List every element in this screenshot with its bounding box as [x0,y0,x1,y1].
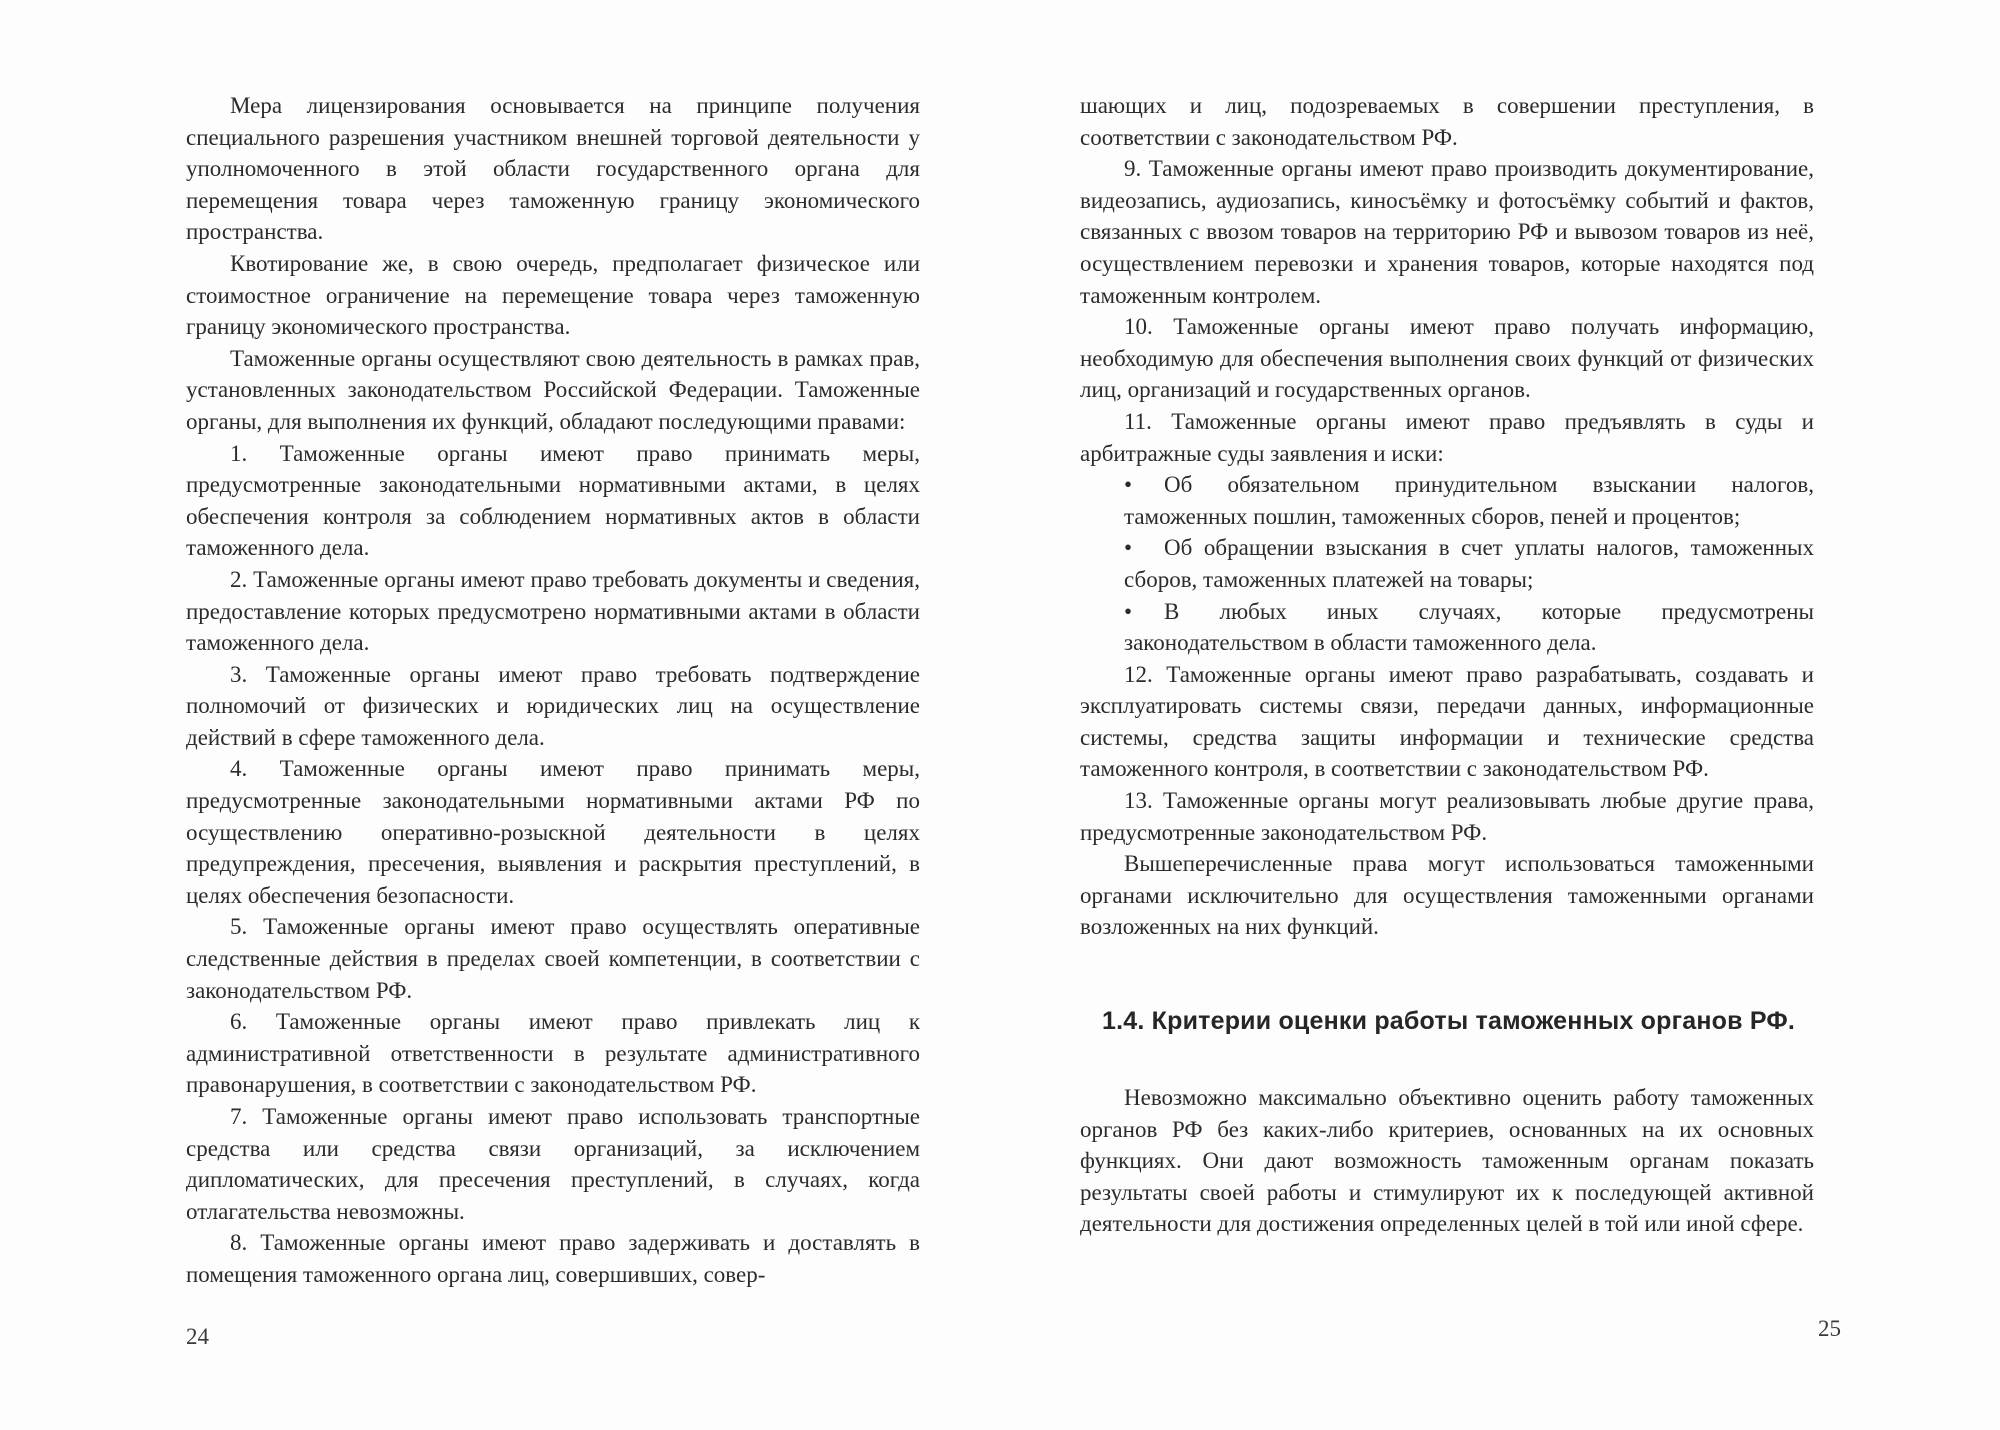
spacer [1080,1036,1814,1082]
bullet-icon: • [1124,535,1133,561]
bullet-text: Об обязательном принудительном взыскании налогов, таможенных пошлин, таможенных сборов, пеней и процентов; [1124,472,1814,529]
paragraph-continuation: шающих и лиц, подозреваемых в совершении преступления, в соответствии с законодательством РФ. [1080,93,1814,150]
list-item: 10. Таможенные органы имеют право получать информацию, необходимую для обеспечения выполнения своих функций от физических лиц, организаций и государственных органов. [1080,314,1814,403]
page-number: 25 [1818,1316,1841,1341]
spacer [1080,943,1814,1007]
bullet-text: В любых иных случаях, которые предусмотрены законодательством в области таможенного дела. [1124,598,1814,656]
paragraph: Квотирование же, в свою очередь, предполагает физическое или стоимостное ограничение на перемещение товара через таможенную границу экономического пространства. [186,250,920,340]
section-heading: 1.4. Критерии оценки работы таможенных органов РФ. [1102,1007,1796,1036]
list-item: 7. Таможенные органы имеют право использовать транспортные средства или средства связи организаций, за исключением дипломатических, для пресечения преступлений, в случаях, когда отлагательства невозможны. [186,1104,920,1224]
bullet-item [1080,596,1814,659]
list-item: 9. Таможенные органы имеют право производить документирование, видеозапись, аудиозапись, киносъёмку и фотосъёмку событий и фактов, связанных с ввозом товаров на территорию РФ и вывозом товаров из неё, осуществлением перевозки и хранения товаров, которые находятся под таможенным контролем. [1080,156,1814,308]
bullet-icon: • [1124,472,1133,498]
list-item: 8. Таможенные органы имеют право задерживать и доставлять в помещения таможенного органа лиц, совершивших, совер- [186,1230,920,1287]
bullet-icon: • [1124,598,1133,624]
list-item: 2. Таможенные органы имеют право требовать документы и сведения, предоставление которых предусмотрено нормативными актами в области таможенного дела. [186,566,920,656]
paragraph: Вышеперечисленные права могут использоваться таможенными органами исключительно для осуществления таможенными органами возложенных на них функций. [1080,851,1814,940]
bullet-item [1080,532,1814,595]
list-item: 5. Таможенные органы имеют право осуществлять оперативные следственные действия в пределах своей компетенции, в соответствии с законодательством РФ. [186,914,920,1003]
list-item: 6. Таможенные органы имеют право привлекать лиц к административной ответственности в результате административного правонарушения, в соответствии с законодательством РФ. [186,1009,920,1098]
bullet-item [1080,469,1814,532]
paragraph: Мера лицензирования основывается на принципе получения специального разрешения участником внешней торговой деятельности у уполномоченного в этой области государственного органа для перемещения товара через таможенную границу экономического пространства. [186,93,920,245]
list-item: 4. Таможенные органы имеют право принимать меры, предусмотренные законодательными нормативными актами РФ по осуществлению оперативно-розыскной деятельности в целях предупреждения, пресечения, выявления и раскрытия преступлений, в целях обеспечения безопасности. [186,756,920,908]
paragraph: Невозможно максимально объективно оценить работу таможенных органов РФ без каких-либо критериев, основанных на их основных функциях. Они дают возможность таможенным органам показать результаты своей работы и стимулируют их к последующей активной деятельности для достижения определенных целей в той или иной сфере. [1080,1085,1814,1237]
bullet-text: Об обращении взыскания в счет уплаты налогов, таможенных сборов, таможенных платежей на товары; [1124,535,1814,592]
list-item: 12. Таможенные органы имеют право разрабатывать, создавать и эксплуатировать системы связи, передачи данных, информационные системы, средства защиты информации и технические средства таможенного контроля, в соответствии с законодательством РФ. [1080,661,1814,782]
left-text-column [186,90,920,1291]
list-item: 1. Таможенные органы имеют право принимать меры, предусмотренные законодательными нормативными актами, в целях обеспечения контроля за соблюдением нормативных актов в области таможенного дела. [186,440,920,561]
right-page [1000,0,2000,1430]
list-item: 11. Таможенные органы имеют право предъявлять в суды и арбитражные суды заявления и иски: [1080,408,1814,466]
right-text-column [1080,90,1814,1240]
list-item: 13. Таможенные органы могут реализовывать любые другие права, предусмотренные законодательством РФ. [1080,788,1814,845]
list-item: 3. Таможенные органы имеют право требовать подтверждение полномочий от физических и юридических лиц на осуществление действий в сфере таможенного дела. [186,661,920,750]
paragraph: Таможенные органы осуществляют свою деятельность в рамках прав, установленных законодательством Российской Федерации. Таможенные органы, для выполнения их функций, обладают последующими правами: [186,345,920,434]
section-heading-wrap [1080,1007,1814,1036]
page-number: 24 [186,1324,209,1349]
